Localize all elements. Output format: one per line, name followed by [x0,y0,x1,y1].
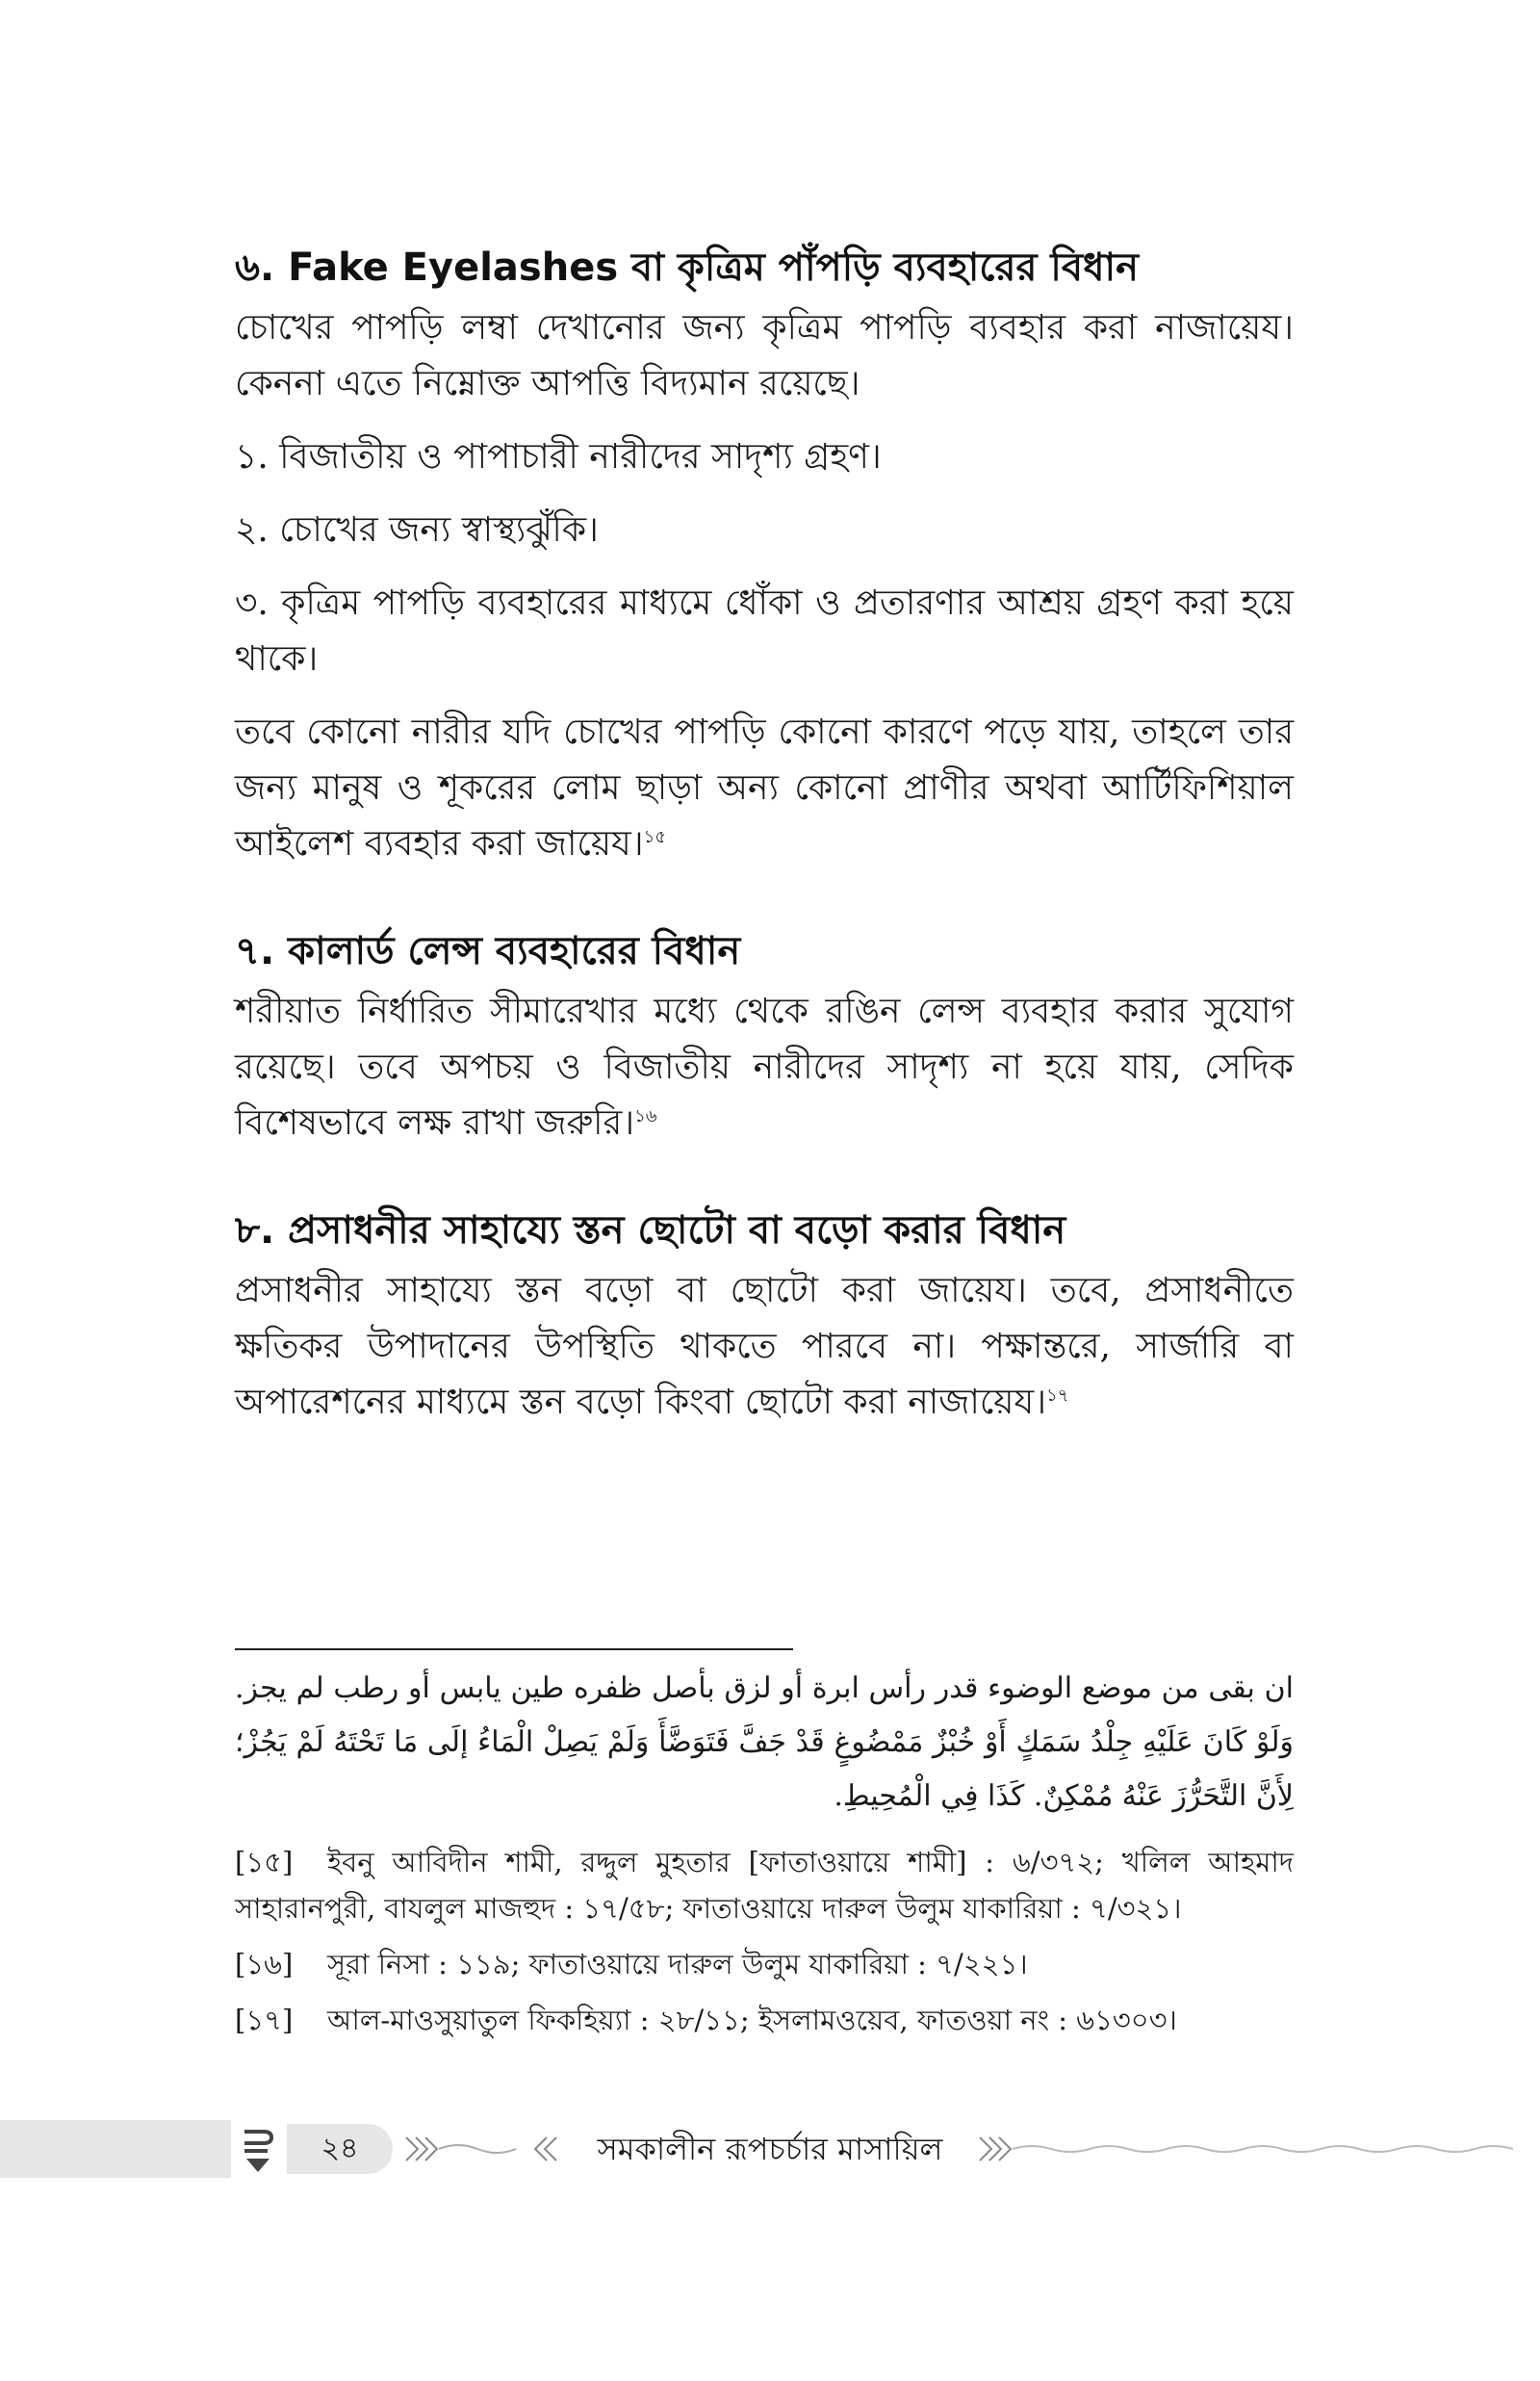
footnote [235,1941,1294,1987]
footer-band [0,2120,231,2178]
paragraph-text: তবে কোনো নারীর যদি চোখের পাপড়ি কোনো কারণে পড়ে যায়, তাহলে তার জন্য মানুষ ও শূকরের লোম ছাড়া অন্য কোনো প্রাণীর অথবা আর্টিফিশিয়াল আইলেশ ব্যবহার করা জায়েয। [235,712,1294,864]
publisher-logo-icon [241,2124,275,2174]
paragraph-with-ref [235,705,1294,872]
section-heading: ৬. Fake Eyelashes বা কৃত্রিম পাঁপড়ি ব্যবহারের বিধান [235,246,1139,290]
list-item: ২. চোখের জন্য স্বাস্থ্যঝুঁকি। [235,510,599,550]
footnote-number: [১৫] [235,1846,294,1878]
list-item: ১. বিজাতীয় ও পাপাচারী নারীদের সাদৃশ্য গ্রহণ। [235,437,882,477]
footnote-number: [১৬] [235,1948,294,1980]
footnote-ref[interactable]: ১৫ [643,827,667,847]
section-heading: ৭. কালার্ড লেন্স ব্যবহারের বিধান [235,929,741,973]
paragraph-with-ref [235,984,1294,1152]
list-item: ৩. কৃত্রিম পাপড়ি ব্যবহারের মাধ্যমে ধোঁকা ও প্রতারণার আশ্রয় গ্রহণ করা হয়ে থাকে। [235,583,1294,679]
paragraph: চোখের পাপড়ি লম্বা দেখানোর জন্য কৃত্রিম পাপড়ি ব্যবহার করা নাজায়েয। কেননা এতে নিম্নোক্ত আপত্তি বিদ্যমান রয়েছে। [235,308,1294,403]
paragraph-text: প্রসাধনীর সাহায্যে স্তন বড়ো বা ছোটো করা জায়েয। তবে, প্রসাধনীতে ক্ষতিকর উপাদানের উপস্থিতি থাকতে পারবে না। পক্ষান্তরে, সার্জারি বা অপারেশনের মাধ্যমে স্তন বড়ো কিংবা ছোটো করা নাজায়েয। [235,1271,1294,1422]
section-cosmetics [235,1203,1294,1431]
section-fake-eyelashes [235,241,1294,872]
ornament-left-icon [404,2134,558,2164]
footnote [235,1997,1294,2043]
book-title: সমকালীন রূপচর্চার মাসায়িল [597,2131,943,2167]
footnote-text: সূরা নিসা : ১১৯; ফাতাওয়ায়ে দারুল উলুম যাকারিয়া : ৭/২২১। [327,1948,1028,1980]
footnote [235,1839,1294,1931]
footnote-ref[interactable]: ১৭ [1046,1385,1069,1406]
footnote-text: ইবনু আবিদীন শামী, রদ্দুল মুহতার [ফাতাওয়ায়ে শামী] : ৬/৩৭২; খলিল আহমাদ সাহারানপুরী, বাযলুল মাজহুদ : ১৭/৫৮; ফাতাওয়ায়ে দারুল উলুম যাকারিয়া : ৭/৩২১। [235,1846,1294,1925]
section-colored-lens [235,924,1294,1152]
footnote-divider [235,1648,793,1650]
paragraph-with-ref [235,1263,1294,1431]
footnote-number: [১৭] [235,2004,294,2036]
ornament-right-icon [978,2134,1536,2164]
page-number: ২৪ [287,2124,393,2174]
section-heading: ৮. প্রসাধনীর সাহায্যে স্তন ছোটো বা বড়ো করার বিধান [235,1208,1066,1253]
footnote-text: আল-মাওসুয়াতুল ফিকহিয়্যা : ২৮/১১; ইসলামওয়েব, ফাতওয়া নং : ৬১৩০৩। [327,2004,1177,2036]
paragraph-text: শরীয়াত নির্ধারিত সীমারেখার মধ্যে থেকে রঙিন লেন্স ব্যবহার করার সুযোগ রয়েছে। তবে অপচয় ও বিজাতীয় নারীদের সাদৃশ্য না হয়ে যায়, সেদিক বিশেষভাবে লক্ষ রাখা জরুরি। [235,992,1294,1143]
arabic-quote: ان بقى من موضع الوضوء قدر رأس ابرة أو لزق بأصل ظفره طين يابس أو رطب لم يجز. وَلَوْ كَانَ عَلَيْهِ جِلْدُ سَمَكٍ أَوْ خُبْزٌ مَمْضُوغٍ قَدْ جَفَّ فَتَوَضَّأَ وَلَمْ يَصِلْ الْمَاءُ إلَى مَا تَحْتَهُ لَمْ يَجُزْ؛ لِأَنَّ التَّحَرُّزَ عَنْهُ مُمْكِنٌ. كَذَا فِي الْمُحِيطِ. [235,1671,1294,1813]
footnotes [235,1662,1294,2053]
main-content [235,241,1294,1483]
page-footer [0,2120,1540,2178]
footnote-ref[interactable]: ১৬ [634,1106,657,1126]
